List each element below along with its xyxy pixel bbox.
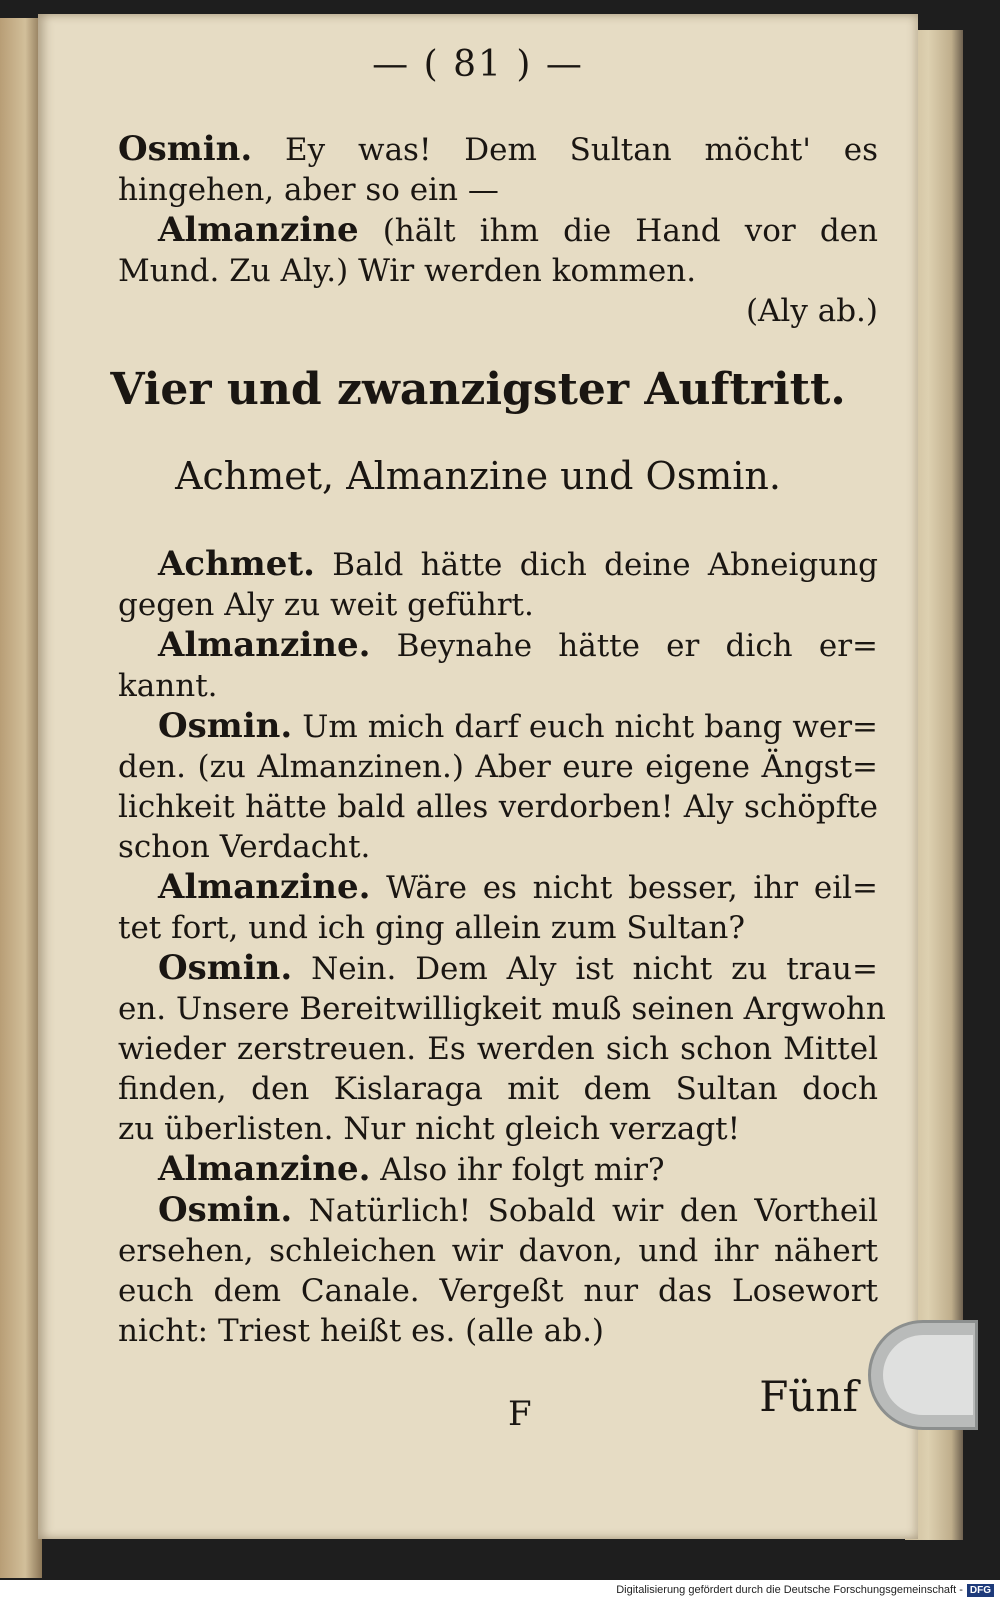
footer-credit: Digitalisierung gefördert durch die Deutsche Forschungsgemeinschaft -: [616, 1584, 963, 1596]
text-line: schon Verdacht.: [118, 829, 371, 865]
scene-characters: Achmet, Almanzine und Osmin.: [175, 454, 781, 498]
text-line: ersehen, schleichen wir davon, und ihr nähert: [118, 1233, 878, 1269]
scene-heading: Vier und zwanzigster Auftritt.: [110, 364, 846, 415]
dialogue-block-top: [118, 129, 878, 331]
text-line: euch dem Canale. Vergeßt nur das Losewort: [118, 1273, 878, 1309]
text-line: Almanzine. Wäre es nicht besser, ihr eil=: [158, 867, 878, 907]
text-line: kannt.: [118, 668, 218, 704]
text-line: wieder zerstreuen. Es werden sich schon Mittel: [118, 1031, 878, 1067]
text-line: tet fort, und ich ging allein zum Sultan?: [118, 910, 745, 946]
text-line: Osmin. Um mich darf euch nicht bang wer=: [158, 706, 878, 746]
book-page: [38, 14, 918, 1539]
text-line: Osmin. Nein. Dem Aly ist nicht zu trau=: [158, 948, 878, 988]
text-line: Mund. Zu Aly.) Wir werden kommen.: [118, 253, 697, 289]
text-line: en. Unsere Bereitwilligkeit muß seinen Argwohn: [118, 991, 886, 1027]
text-line: Achmet. Bald hätte dich deine Abneigung: [158, 544, 878, 584]
text-line: nicht: Triest heißt es. (alle ab.): [118, 1313, 605, 1349]
page-clip-inner: [883, 1335, 973, 1415]
text-line: finden, den Kislaraga mit dem Sultan doch: [118, 1071, 878, 1107]
page-number-header: — ( 81 ) —: [372, 44, 584, 85]
text-line: Almanzine. Beynahe hätte er dich er=: [158, 625, 878, 665]
page-clip: [868, 1320, 978, 1430]
digitization-footer: [0, 1580, 1000, 1600]
text-line: hingehen, aber so ein —: [118, 172, 499, 208]
dfg-logo: DFG: [967, 1584, 994, 1597]
left-page-edge: [0, 18, 42, 1578]
catchword: Fünf: [759, 1372, 858, 1421]
text-line: Osmin. Ey was! Dem Sultan möcht' es: [118, 129, 878, 169]
text-line: Almanzine. Also ihr folgt mir?: [158, 1149, 665, 1189]
text-line: lichkeit hätte bald alles verdorben! Aly schöpfte: [118, 789, 878, 825]
dialogue-block-main: [118, 544, 886, 1351]
text-line: den. (zu Almanzinen.) Aber eure eigene Ängst=: [118, 749, 878, 785]
signature-mark: F: [508, 1394, 532, 1434]
text-line: Almanzine (hält ihm die Hand vor den: [158, 210, 878, 250]
text-line: (Aly ab.): [745, 293, 878, 329]
text-line: Osmin. Natürlich! Sobald wir den Vortheil: [158, 1190, 878, 1230]
text-line: zu überlisten. Nur nicht gleich verzagt!: [118, 1111, 741, 1147]
text-line: gegen Aly zu weit geführt.: [118, 587, 534, 623]
